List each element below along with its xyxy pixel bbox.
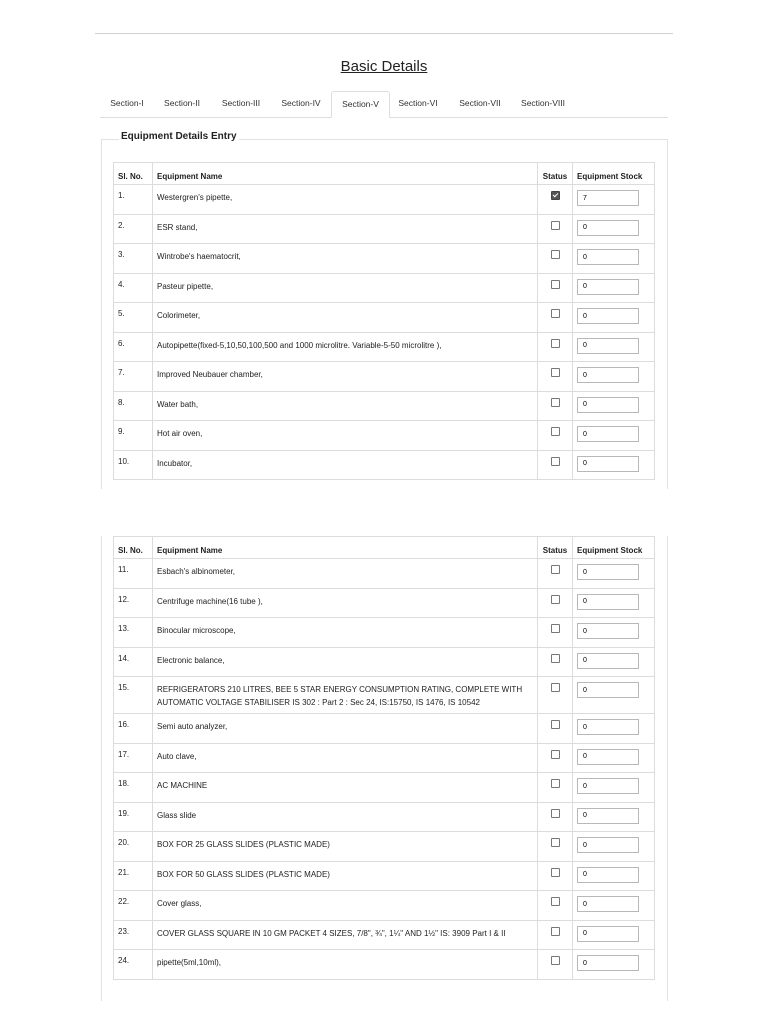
status-checkbox[interactable] — [551, 398, 560, 407]
status-cell — [538, 714, 573, 744]
status-cell — [538, 832, 573, 862]
serial-number: 7. — [114, 362, 153, 392]
status-checkbox[interactable] — [551, 750, 560, 759]
serial-number: 10. — [114, 450, 153, 480]
table-row — [114, 303, 655, 333]
serial-number: 4. — [114, 273, 153, 303]
status-checkbox[interactable] — [551, 427, 560, 436]
equipment-name: Electronic balance, — [153, 647, 538, 677]
equipment-name: Autopipette(fixed-5,10,50,100,500 and 1000 microlitre. Variable-5-50 microlitre ), — [153, 332, 538, 362]
equipment-name: COVER GLASS SQUARE IN 10 GM PACKET 4 SIZES, 7/8", ¾", 1¼" AND 1½" IS: 3909 Part I & II — [153, 920, 538, 950]
table-row — [114, 802, 655, 832]
table-row — [114, 647, 655, 677]
status-cell — [538, 618, 573, 648]
equipment-stock-input[interactable] — [577, 190, 639, 206]
stock-cell — [573, 303, 655, 333]
table-header-row — [114, 163, 655, 185]
stock-cell — [573, 214, 655, 244]
table-row — [114, 743, 655, 773]
status-cell — [538, 559, 573, 589]
stock-cell — [573, 421, 655, 451]
status-cell — [538, 743, 573, 773]
equipment-name: BOX FOR 25 GLASS SLIDES (PLASTIC MADE) — [153, 832, 538, 862]
equipment-stock-input[interactable] — [577, 955, 639, 971]
table-row — [114, 618, 655, 648]
status-cell — [538, 677, 573, 714]
status-checkbox[interactable] — [551, 868, 560, 877]
equipment-name: Auto clave, — [153, 743, 538, 773]
serial-number: 6. — [114, 332, 153, 362]
tab-section-2[interactable]: Section-II — [164, 98, 200, 108]
table-row — [114, 450, 655, 480]
status-checkbox[interactable] — [551, 654, 560, 663]
tab-section-4[interactable]: Section-IV — [281, 98, 321, 108]
stock-cell — [573, 950, 655, 980]
table-row — [114, 559, 655, 589]
serial-number: 1. — [114, 185, 153, 215]
header-sl-no: Sl. No. — [114, 163, 153, 185]
tab-section-1[interactable]: Section-I — [110, 98, 144, 108]
serial-number: 15. — [114, 677, 153, 714]
status-checkbox[interactable] — [551, 956, 560, 965]
equipment-stock-input[interactable] — [577, 896, 639, 912]
status-cell — [538, 450, 573, 480]
equipment-stock-input[interactable] — [577, 397, 639, 413]
stock-cell — [573, 332, 655, 362]
stock-cell — [573, 743, 655, 773]
stock-cell — [573, 677, 655, 714]
serial-number: 5. — [114, 303, 153, 333]
equipment-name: Esbach's albinometer, — [153, 559, 538, 589]
status-cell — [538, 802, 573, 832]
equipment-stock-input[interactable] — [577, 308, 639, 324]
stock-cell — [573, 920, 655, 950]
status-checkbox[interactable] — [551, 457, 560, 466]
serial-number: 24. — [114, 950, 153, 980]
status-checkbox[interactable] — [551, 250, 560, 259]
status-checkbox[interactable] — [551, 897, 560, 906]
equipment-stock-input[interactable] — [577, 426, 639, 442]
equipment-name: REFRIGERATORS 210 LITRES, BEE 5 STAR ENERGY CONSUMPTION RATING, COMPLETE WITH AUTOMATIC VOLTAGE STABILISER IS 302 : Part 2 : Sec 24, IS:15750, IS 1476, IS 10542 — [153, 677, 538, 714]
equipment-stock-input[interactable] — [577, 338, 639, 354]
equipment-stock-input[interactable] — [577, 220, 639, 236]
table-row — [114, 421, 655, 451]
stock-cell — [573, 450, 655, 480]
status-cell — [538, 244, 573, 274]
status-checkbox[interactable] — [551, 339, 560, 348]
equipment-stock-input[interactable] — [577, 682, 639, 698]
stock-cell — [573, 588, 655, 618]
status-cell — [538, 773, 573, 803]
equipment-stock-input[interactable] — [577, 719, 639, 735]
stock-cell — [573, 773, 655, 803]
serial-number: 3. — [114, 244, 153, 274]
stock-cell — [573, 273, 655, 303]
serial-number: 14. — [114, 647, 153, 677]
stock-cell — [573, 185, 655, 215]
table-row — [114, 362, 655, 392]
header-equipment-name: Equipment Name — [153, 537, 538, 559]
serial-number: 20. — [114, 832, 153, 862]
stock-cell — [573, 647, 655, 677]
status-cell — [538, 647, 573, 677]
equipment-stock-input[interactable] — [577, 564, 639, 580]
table-row — [114, 920, 655, 950]
fieldset-legend: Equipment Details Entry — [121, 131, 237, 142]
equipment-name: Water bath, — [153, 391, 538, 421]
stock-cell — [573, 714, 655, 744]
table-row — [114, 273, 655, 303]
status-checkbox[interactable] — [551, 280, 560, 289]
equipment-stock-input[interactable] — [577, 778, 639, 794]
stock-cell — [573, 559, 655, 589]
status-cell — [538, 391, 573, 421]
equipment-stock-input[interactable] — [577, 867, 639, 883]
serial-number: 12. — [114, 588, 153, 618]
tab-section-3[interactable]: Section-III — [221, 98, 261, 108]
status-checkbox[interactable] — [551, 595, 560, 604]
equipment-name: Centrifuge machine(16 tube ), — [153, 588, 538, 618]
fieldset-border-right-2 — [667, 536, 668, 1001]
status-cell — [538, 891, 573, 921]
status-cell — [538, 273, 573, 303]
equipment-table-continued — [113, 536, 655, 980]
status-cell — [538, 920, 573, 950]
table-header-row — [114, 537, 655, 559]
equipment-name: pipette(5ml,10ml), — [153, 950, 538, 980]
serial-number: 9. — [114, 421, 153, 451]
status-checkbox[interactable] — [551, 927, 560, 936]
status-checkbox[interactable] — [551, 368, 560, 377]
equipment-stock-input[interactable] — [577, 808, 639, 824]
table-row — [114, 244, 655, 274]
equipment-name: Glass slide — [153, 802, 538, 832]
section-tabs — [100, 91, 668, 118]
status-cell — [538, 214, 573, 244]
table-row — [114, 773, 655, 803]
fieldset-border-left-2 — [101, 536, 102, 1001]
stock-cell — [573, 244, 655, 274]
equipment-name: Westergren's pipette, — [153, 185, 538, 215]
table-row — [114, 832, 655, 862]
table-row — [114, 185, 655, 215]
equipment-name: ESR stand, — [153, 214, 538, 244]
table-row — [114, 891, 655, 921]
equipment-name: Pasteur pipette, — [153, 273, 538, 303]
status-checkbox[interactable] — [551, 221, 560, 230]
status-checkbox[interactable] — [551, 309, 560, 318]
table-row — [114, 391, 655, 421]
top-divider — [95, 33, 673, 34]
status-checkbox[interactable] — [551, 191, 560, 200]
status-cell — [538, 861, 573, 891]
equipment-stock-input[interactable] — [577, 653, 639, 669]
table-row — [114, 588, 655, 618]
equipment-stock-input[interactable] — [577, 837, 639, 853]
status-cell — [538, 362, 573, 392]
equipment-stock-input[interactable] — [577, 594, 639, 610]
equipment-name: Cover glass, — [153, 891, 538, 921]
serial-number: 13. — [114, 618, 153, 648]
equipment-stock-input[interactable] — [577, 279, 639, 295]
serial-number: 18. — [114, 773, 153, 803]
equipment-stock-input[interactable] — [577, 926, 639, 942]
serial-number: 16. — [114, 714, 153, 744]
status-cell — [538, 588, 573, 618]
stock-cell — [573, 618, 655, 648]
equipment-stock-input[interactable] — [577, 623, 639, 639]
serial-number: 19. — [114, 802, 153, 832]
equipment-name: Improved Neubauer chamber, — [153, 362, 538, 392]
fieldset-border-right — [667, 139, 668, 489]
serial-number: 2. — [114, 214, 153, 244]
status-checkbox[interactable] — [551, 720, 560, 729]
equipment-name: AC MACHINE — [153, 773, 538, 803]
serial-number: 17. — [114, 743, 153, 773]
status-cell — [538, 185, 573, 215]
tab-section-6[interactable]: Section-VI — [398, 98, 438, 108]
fieldset-border-left — [101, 139, 102, 489]
equipment-name: BOX FOR 50 GLASS SLIDES (PLASTIC MADE) — [153, 861, 538, 891]
equipment-stock-input[interactable] — [577, 456, 639, 472]
equipment-name: Binocular microscope, — [153, 618, 538, 648]
table-row — [114, 332, 655, 362]
stock-cell — [573, 802, 655, 832]
header-equipment-name: Equipment Name — [153, 163, 538, 185]
tab-section-5[interactable]: Section-V — [331, 91, 390, 118]
header-status: Status — [538, 163, 573, 185]
equipment-name: Semi auto analyzer, — [153, 714, 538, 744]
equipment-stock-input[interactable] — [577, 749, 639, 765]
table-row — [114, 214, 655, 244]
tab-section-7[interactable]: Section-VII — [459, 98, 501, 108]
equipment-table — [113, 162, 655, 480]
header-status: Status — [538, 537, 573, 559]
equipment-stock-input[interactable] — [577, 249, 639, 265]
serial-number: 21. — [114, 861, 153, 891]
status-checkbox[interactable] — [551, 683, 560, 692]
table-row — [114, 714, 655, 744]
status-checkbox[interactable] — [551, 779, 560, 788]
equipment-name: Hot air oven, — [153, 421, 538, 451]
status-checkbox[interactable] — [551, 838, 560, 847]
serial-number: 23. — [114, 920, 153, 950]
equipment-name: Colorimeter, — [153, 303, 538, 333]
header-equipment-stock: Equipment Stock — [573, 163, 655, 185]
equipment-name: Wintrobe's haematocrit, — [153, 244, 538, 274]
stock-cell — [573, 362, 655, 392]
header-sl-no: Sl. No. — [114, 537, 153, 559]
status-checkbox[interactable] — [551, 565, 560, 574]
stock-cell — [573, 832, 655, 862]
equipment-stock-input[interactable] — [577, 367, 639, 383]
status-cell — [538, 332, 573, 362]
status-checkbox[interactable] — [551, 624, 560, 633]
stock-cell — [573, 891, 655, 921]
serial-number: 8. — [114, 391, 153, 421]
table-row — [114, 861, 655, 891]
status-checkbox[interactable] — [551, 809, 560, 818]
status-cell — [538, 950, 573, 980]
stock-cell — [573, 861, 655, 891]
table-row — [114, 677, 655, 714]
header-equipment-stock: Equipment Stock — [573, 537, 655, 559]
serial-number: 11. — [114, 559, 153, 589]
status-cell — [538, 421, 573, 451]
status-cell — [538, 303, 573, 333]
serial-number: 22. — [114, 891, 153, 921]
table-row — [114, 950, 655, 980]
equipment-name: Incubator, — [153, 450, 538, 480]
page-title: Basic Details — [340, 58, 428, 75]
stock-cell — [573, 391, 655, 421]
tab-section-8[interactable]: Section-VIII — [521, 98, 565, 108]
